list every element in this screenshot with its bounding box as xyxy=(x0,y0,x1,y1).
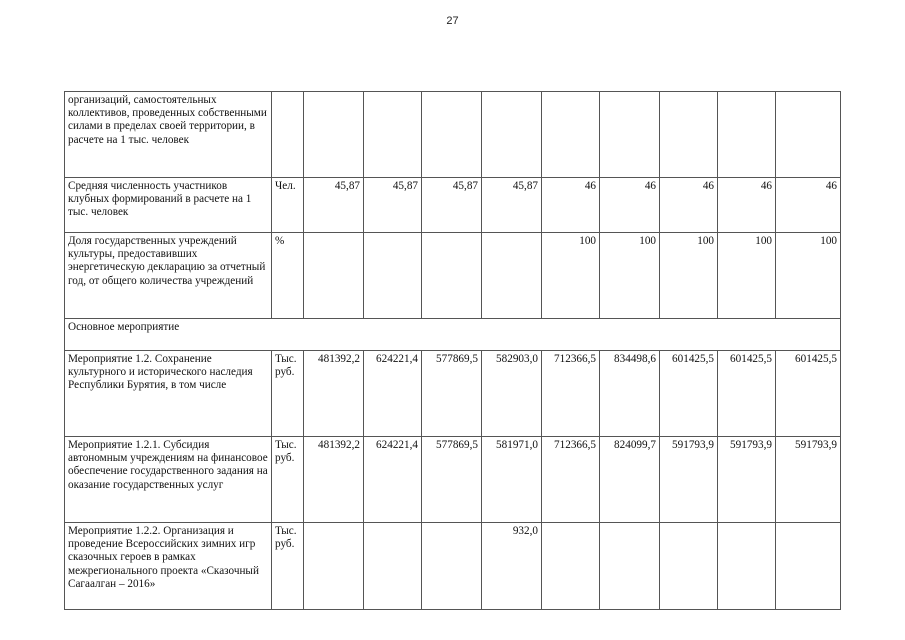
value-cell: 601425,5 xyxy=(776,351,841,437)
value-cell: 601425,5 xyxy=(660,351,718,437)
value-cell xyxy=(660,92,718,178)
value-cell xyxy=(422,523,482,610)
value-cell: 100 xyxy=(718,233,776,319)
value-cell: 624221,4 xyxy=(364,351,422,437)
value-cell: 45,87 xyxy=(364,178,422,233)
value-cell xyxy=(660,523,718,610)
section-row xyxy=(65,319,841,351)
value-cell xyxy=(364,233,422,319)
value-cell: 481392,2 xyxy=(304,351,364,437)
value-cell: 46 xyxy=(718,178,776,233)
value-cell: 481392,2 xyxy=(304,437,364,523)
value-cell: 932,0 xyxy=(482,523,542,610)
table-row xyxy=(65,523,841,610)
value-cell xyxy=(600,523,660,610)
table-row xyxy=(65,178,841,233)
value-cell xyxy=(776,523,841,610)
value-cell: 100 xyxy=(776,233,841,319)
value-cell: 712366,5 xyxy=(542,437,600,523)
value-cell: 824099,7 xyxy=(600,437,660,523)
value-cell: 601425,5 xyxy=(718,351,776,437)
value-cell: 582903,0 xyxy=(482,351,542,437)
value-cell: 100 xyxy=(600,233,660,319)
value-cell xyxy=(718,523,776,610)
unit-cell: % xyxy=(272,233,304,319)
value-cell: 591793,9 xyxy=(776,437,841,523)
value-cell: 46 xyxy=(776,178,841,233)
section-label: Основное мероприятие xyxy=(65,319,841,351)
table-row xyxy=(65,351,841,437)
unit-cell: Тыс. руб. xyxy=(272,437,304,523)
unit-cell: Чел. xyxy=(272,178,304,233)
table-body xyxy=(65,92,841,610)
value-cell: 577869,5 xyxy=(422,351,482,437)
page-number: 27 xyxy=(446,15,459,27)
value-cell: 45,87 xyxy=(482,178,542,233)
table-row xyxy=(65,92,841,178)
value-cell xyxy=(718,92,776,178)
value-cell: 100 xyxy=(542,233,600,319)
value-cell xyxy=(482,233,542,319)
value-cell xyxy=(482,92,542,178)
value-cell xyxy=(542,523,600,610)
value-cell xyxy=(422,233,482,319)
value-cell xyxy=(304,233,364,319)
value-cell: 46 xyxy=(600,178,660,233)
table-row xyxy=(65,233,841,319)
table-row xyxy=(65,437,841,523)
value-cell xyxy=(422,92,482,178)
value-cell xyxy=(542,92,600,178)
row-name-cell: Мероприятие 1.2. Сохранение культурного и исторического наследия Республики Бурятия, в том числе xyxy=(65,351,272,437)
value-cell: 712366,5 xyxy=(542,351,600,437)
value-cell xyxy=(776,92,841,178)
value-cell: 624221,4 xyxy=(364,437,422,523)
value-cell: 46 xyxy=(542,178,600,233)
value-cell xyxy=(364,92,422,178)
value-cell: 834498,6 xyxy=(600,351,660,437)
value-cell: 581971,0 xyxy=(482,437,542,523)
value-cell xyxy=(364,523,422,610)
value-cell: 45,87 xyxy=(304,178,364,233)
value-cell: 591793,9 xyxy=(660,437,718,523)
value-cell: 45,87 xyxy=(422,178,482,233)
program-indicators-table xyxy=(64,91,841,610)
value-cell xyxy=(600,92,660,178)
unit-cell: Тыс. руб. xyxy=(272,523,304,610)
value-cell: 100 xyxy=(660,233,718,319)
value-cell: 46 xyxy=(660,178,718,233)
value-cell xyxy=(304,92,364,178)
row-name-cell: Мероприятие 1.2.1. Субсидия автономным учреждениям на финансовое обеспечение государственного задания на оказание государственных услуг xyxy=(65,437,272,523)
unit-cell: Тыс. руб. xyxy=(272,351,304,437)
row-name-cell: Средняя численность участников клубных формирований в расчете на 1 тыс. человек xyxy=(65,178,272,233)
unit-cell xyxy=(272,92,304,178)
value-cell: 591793,9 xyxy=(718,437,776,523)
row-name-cell: Доля государственных учреждений культуры, предоставивших энергетическую декларацию за отчетный год, от общего количества учреждений xyxy=(65,233,272,319)
value-cell xyxy=(304,523,364,610)
value-cell: 577869,5 xyxy=(422,437,482,523)
row-name-cell: организаций, самостоятельных коллективов, проведенных собственными силами в пределах своей территории, в расчете на 1 тыс. человек xyxy=(65,92,272,178)
row-name-cell: Мероприятие 1.2.2. Организация и проведение Всероссийских зимних игр сказочных героев в рамках межрегионального проекта «Сказочный Сагаалган – 2016» xyxy=(65,523,272,610)
